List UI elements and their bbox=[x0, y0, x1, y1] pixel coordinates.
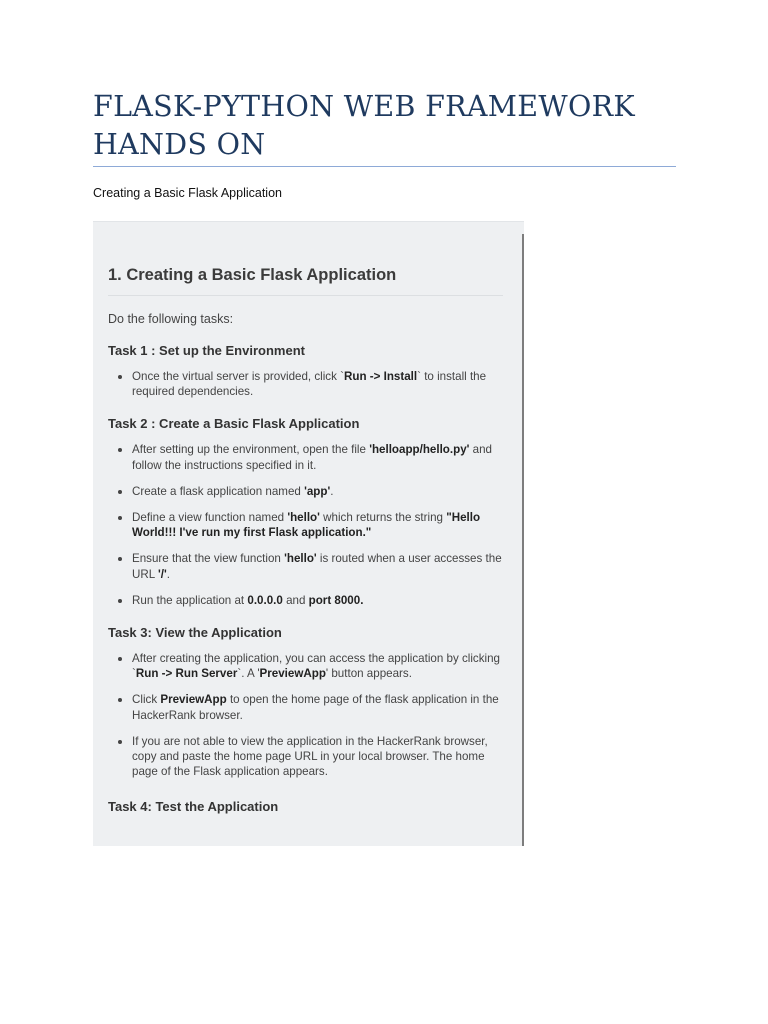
task-sections bbox=[108, 343, 503, 779]
task-list bbox=[108, 442, 503, 608]
task-list-item bbox=[108, 551, 503, 581]
text-segment: to open the home page of the flask application in the HackerRank browser. bbox=[132, 693, 499, 722]
text-segment: ' button appears. bbox=[325, 667, 412, 681]
task-title: Task 2 : Create a Basic Flask Application bbox=[108, 416, 360, 432]
bold-text: PreviewApp bbox=[259, 667, 326, 681]
task-list-item bbox=[108, 593, 503, 608]
text-segment: Create a flask application named bbox=[132, 484, 305, 498]
task-list-item bbox=[108, 651, 503, 681]
text-segment: Once the virtual server is provided, click ` bbox=[132, 370, 344, 383]
embedded-screenshot bbox=[93, 221, 524, 846]
bold-text: Run -> Run Server bbox=[135, 667, 238, 681]
scrollbar bbox=[522, 234, 524, 846]
task-list-item bbox=[108, 510, 503, 540]
bold-text: PreviewApp bbox=[160, 693, 227, 707]
bold-text: "Hello World!!! I've run my first Flask application." bbox=[132, 511, 481, 540]
text-segment: and follow the instructions specified in it. bbox=[132, 443, 492, 472]
text-segment: Ensure that the view function bbox=[132, 552, 285, 566]
text-segment: After setting up the environment, open the file bbox=[132, 443, 370, 457]
bold-text: 'app' bbox=[304, 484, 331, 498]
task-list bbox=[108, 369, 503, 399]
task-list-item bbox=[108, 442, 503, 472]
text-segment: `. A ' bbox=[237, 667, 260, 681]
bold-text: '/' bbox=[157, 567, 167, 581]
cut-off-task-heading: Task 4: Test the Application bbox=[108, 799, 279, 815]
text-segment: . bbox=[330, 484, 334, 498]
screenshot-heading: 1. Creating a Basic Flask Application bbox=[108, 266, 503, 296]
document-subtitle: Creating a Basic Flask Application bbox=[93, 186, 282, 200]
task-list-item bbox=[108, 484, 503, 499]
text-segment: and bbox=[282, 593, 309, 607]
task-title: Task 1 : Set up the Environment bbox=[108, 343, 305, 358]
document-title: FLASK-PYTHON WEB FRAMEWORK HANDS ON bbox=[93, 90, 635, 161]
task-list-item bbox=[108, 734, 503, 780]
text-segment: is routed when a user accesses the URL bbox=[132, 552, 502, 581]
text-segment: . bbox=[166, 567, 170, 581]
task-title: Task 3: View the Application bbox=[108, 625, 282, 641]
task-list-item bbox=[108, 692, 503, 722]
task-list bbox=[108, 651, 503, 779]
text-segment: Run the application at bbox=[132, 593, 248, 607]
title-divider bbox=[93, 166, 676, 167]
bold-text: 'helloapp/hello.py' bbox=[369, 443, 470, 457]
bold-text: 'hello' bbox=[284, 552, 317, 566]
text-segment: which returns the string bbox=[319, 511, 447, 525]
bold-text: 0.0.0.0 bbox=[247, 593, 283, 607]
task-list-item bbox=[108, 369, 503, 399]
intro-text: Do the following tasks: bbox=[108, 312, 234, 326]
screenshot-content bbox=[108, 266, 503, 814]
text-segment: Click bbox=[132, 693, 161, 707]
bold-text: Run -> Install bbox=[343, 370, 418, 383]
bold-text: 'hello' bbox=[287, 511, 320, 525]
text-segment: ` to install the required dependencies. bbox=[132, 370, 487, 399]
bold-text: port 8000. bbox=[308, 593, 364, 607]
text-segment: After creating the application, you can access the application by clicking ` bbox=[132, 652, 500, 681]
text-segment: If you are not able to view the application in the HackerRank browser, copy and paste the home page URL in your local browser. The home page of the Flask application appears. bbox=[132, 734, 488, 779]
text-segment: Define a view function named bbox=[132, 511, 288, 525]
